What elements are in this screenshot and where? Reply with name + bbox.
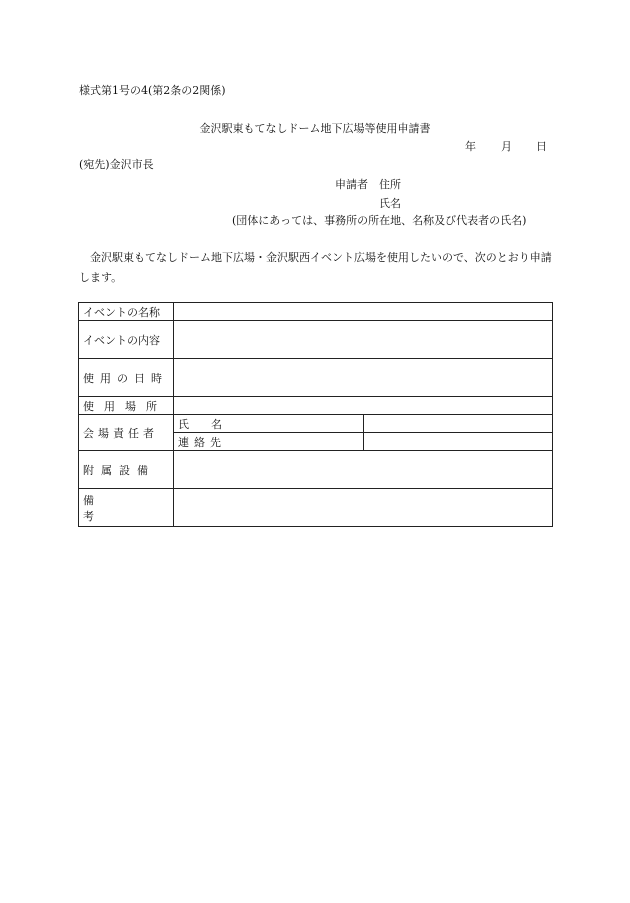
field-equipment[interactable] (174, 451, 553, 489)
label-equipment-text: 附属設備 (83, 463, 155, 477)
field-remarks[interactable] (174, 489, 553, 527)
addressee: (宛先)金沢市長 (79, 158, 154, 171)
label-manager-name-text: 氏名 (178, 417, 244, 431)
label-venue-manager (79, 415, 174, 451)
label-remarks-text: 備考 (83, 493, 152, 523)
row-usage-datetime (79, 359, 553, 397)
application-statement: 金沢駅東もてなしドーム地下広場・金沢駅西イベント広場を使用したいので、次のとおり申請します。 (79, 251, 552, 284)
field-usage-place[interactable] (174, 397, 553, 415)
label-usage-place (79, 397, 174, 415)
document-title: 金沢駅東もてなしドーム地下広場等使用申請書 (199, 122, 431, 135)
field-manager-contact[interactable] (363, 433, 553, 451)
field-manager-name[interactable] (363, 415, 553, 433)
date-month-label: 月 (501, 140, 512, 153)
applicant-address-label: 住所 (379, 178, 401, 191)
applicant-note: (団体にあっては、事務所の所在地、名称及び代表者の氏名) (232, 214, 527, 227)
row-usage-place (79, 397, 553, 415)
application-table (78, 302, 553, 527)
label-venue-manager-text: 会場責任者 (83, 426, 158, 440)
label-manager-contact-text: 連絡先 (178, 435, 226, 449)
field-usage-datetime[interactable] (174, 359, 553, 397)
label-manager-name (174, 415, 364, 433)
label-remarks (79, 489, 174, 527)
field-event-content[interactable] (174, 321, 553, 359)
row-manager-name (79, 415, 553, 433)
row-remarks (79, 489, 553, 527)
form-number: 様式第1号の4(第2条の2関係) (79, 84, 226, 97)
label-usage-datetime (79, 359, 174, 397)
label-manager-contact (174, 433, 364, 451)
row-event-name (79, 303, 553, 321)
label-equipment (79, 451, 174, 489)
row-event-content (79, 321, 553, 359)
date-day-label: 日 (536, 140, 547, 153)
label-event-name: イベントの名称 (79, 303, 174, 321)
applicant-label: 申請者 (335, 178, 368, 191)
label-usage-place-text: 使用場所 (83, 399, 167, 413)
row-equipment (79, 451, 553, 489)
label-event-content: イベントの内容 (79, 321, 174, 359)
label-usage-datetime-text: 使用の日時 (83, 371, 168, 385)
field-event-name[interactable] (174, 303, 553, 321)
date-year-label: 年 (465, 140, 476, 153)
applicant-name-label: 氏名 (379, 197, 401, 210)
